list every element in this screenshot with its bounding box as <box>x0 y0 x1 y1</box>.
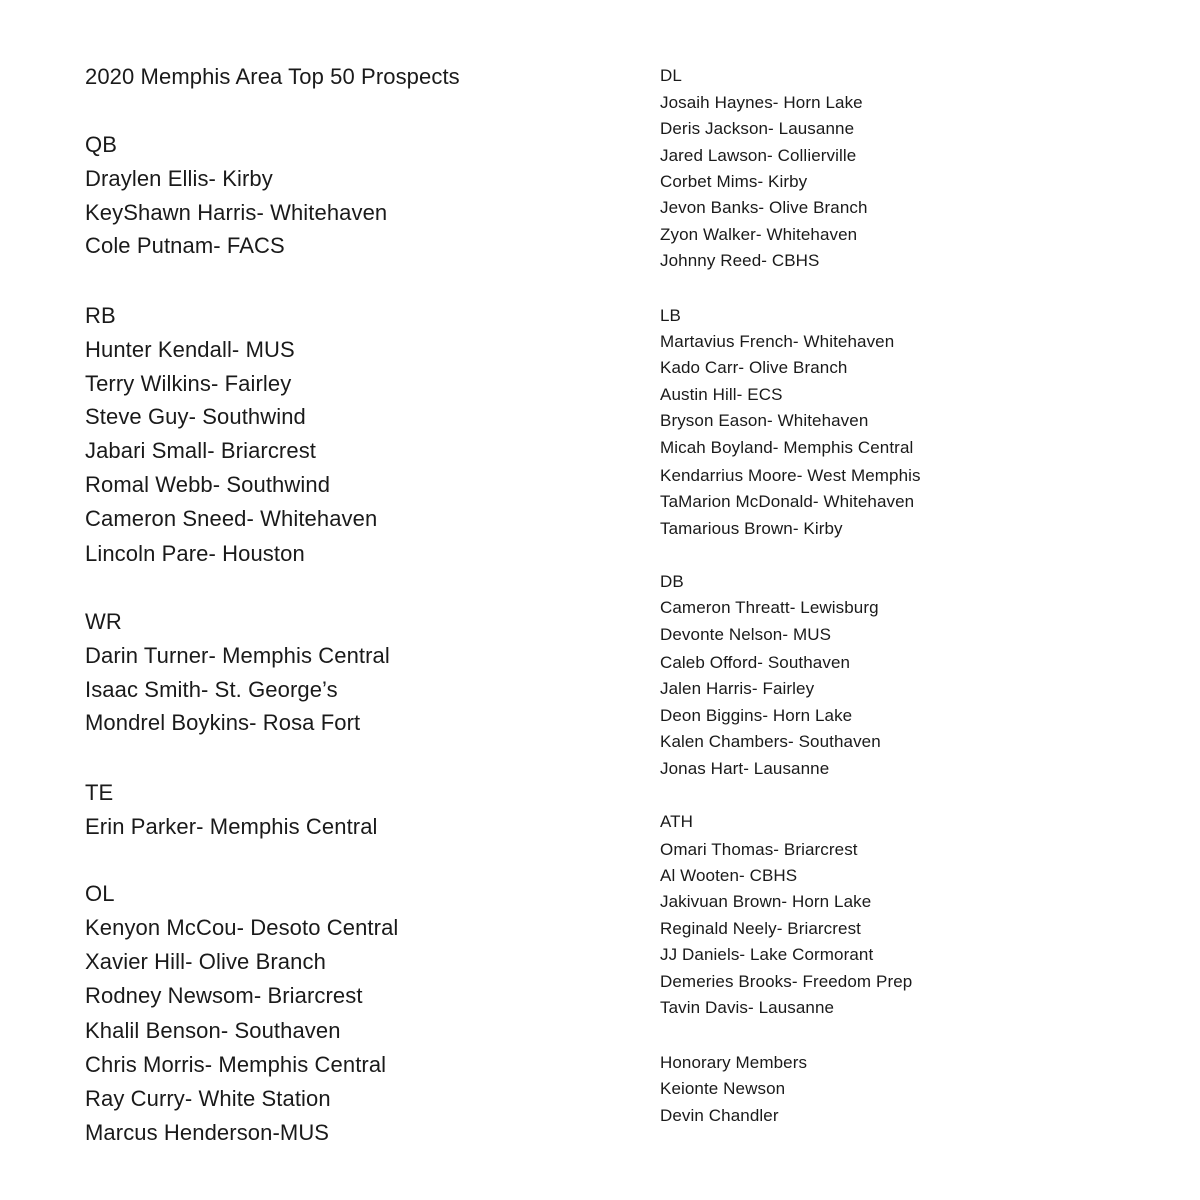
player-entry: Marcus Henderson-MUS <box>85 1120 330 1145</box>
player-entry: Kendarrius Moore- West Memphis <box>660 466 921 485</box>
document-title: 2020 Memphis Area Top 50 Prospects <box>85 64 460 89</box>
player-entry: Kenyon McCou- Desoto Central <box>85 915 399 940</box>
player-entry: Bryson Eason- Whitehaven <box>660 411 869 430</box>
position-heading-rb: RB <box>85 303 116 328</box>
position-heading-ol: OL <box>85 881 115 906</box>
player-entry: JJ Daniels- Lake Cormorant <box>660 945 874 964</box>
position-heading-lb: LB <box>660 306 681 325</box>
player-entry: Ray Curry- White Station <box>85 1086 331 1111</box>
player-entry: Mondrel Boykins- Rosa Fort <box>85 710 361 735</box>
player-entry: Reginald Neely- Briarcrest <box>660 919 862 938</box>
player-entry: Jalen Harris- Fairley <box>660 679 815 698</box>
player-entry: Johnny Reed- CBHS <box>660 251 820 270</box>
honorary-members-heading: Honorary Members <box>660 1053 808 1072</box>
player-entry: Devin Chandler <box>660 1106 779 1125</box>
position-heading-db: DB <box>660 572 684 591</box>
player-entry: Khalil Benson- Southaven <box>85 1018 341 1043</box>
position-heading-wr: WR <box>85 609 122 634</box>
position-heading-ath: ATH <box>660 812 694 831</box>
player-entry: Zyon Walker- Whitehaven <box>660 225 858 244</box>
player-entry: Al Wooten- CBHS <box>660 866 798 885</box>
player-entry: Kalen Chambers- Southaven <box>660 732 881 751</box>
player-entry: Tamarious Brown- Kirby <box>660 519 843 538</box>
player-entry: Caleb Offord- Southaven <box>660 653 851 672</box>
player-entry: Isaac Smith- St. George’s <box>85 677 338 702</box>
player-entry: Deris Jackson- Lausanne <box>660 119 855 138</box>
player-entry: TaMarion McDonald- Whitehaven <box>660 492 915 511</box>
player-entry: Deon Biggins- Horn Lake <box>660 706 853 725</box>
player-entry: Jared Lawson- Collierville <box>660 146 857 165</box>
player-entry: Jabari Small- Briarcrest <box>85 438 317 463</box>
player-entry: Josaih Haynes- Horn Lake <box>660 93 863 112</box>
player-entry: Xavier Hill- Olive Branch <box>85 949 326 974</box>
player-entry: Hunter Kendall- MUS <box>85 337 295 362</box>
player-entry: Micah Boyland- Memphis Central <box>660 438 914 457</box>
position-heading-dl: DL <box>660 66 682 85</box>
player-entry: Chris Morris- Memphis Central <box>85 1052 387 1077</box>
player-entry: Corbet Mims- Kirby <box>660 172 808 191</box>
position-heading-qb: QB <box>85 132 117 157</box>
player-entry: Jakivuan Brown- Horn Lake <box>660 892 872 911</box>
player-entry: Martavius French- Whitehaven <box>660 332 895 351</box>
player-entry: Cameron Sneed- Whitehaven <box>85 506 378 531</box>
player-entry: Erin Parker- Memphis Central <box>85 814 378 839</box>
player-entry: Kado Carr- Olive Branch <box>660 358 848 377</box>
player-entry: Romal Webb- Southwind <box>85 472 331 497</box>
player-entry: Jevon Banks- Olive Branch <box>660 198 868 217</box>
position-heading-te: TE <box>85 780 114 805</box>
player-entry: KeyShawn Harris- Whitehaven <box>85 200 388 225</box>
player-entry: Keionte Newson <box>660 1079 786 1098</box>
player-entry: Terry Wilkins- Fairley <box>85 371 292 396</box>
player-entry: Cameron Threatt- Lewisburg <box>660 598 879 617</box>
player-entry: Devonte Nelson- MUS <box>660 625 832 644</box>
player-entry: Darin Turner- Memphis Central <box>85 643 390 668</box>
player-entry: Cole Putnam- FACS <box>85 233 285 258</box>
player-entry: Austin Hill- ECS <box>660 385 783 404</box>
player-entry: Steve Guy- Southwind <box>85 404 306 429</box>
player-entry: Draylen Ellis- Kirby <box>85 166 273 191</box>
player-entry: Jonas Hart- Lausanne <box>660 759 830 778</box>
player-entry: Lincoln Pare- Houston <box>85 541 305 566</box>
player-entry: Omari Thomas- Briarcrest <box>660 840 858 859</box>
player-entry: Tavin Davis- Lausanne <box>660 998 835 1017</box>
player-entry: Demeries Brooks- Freedom Prep <box>660 972 913 991</box>
player-entry: Rodney Newsom- Briarcrest <box>85 983 363 1008</box>
